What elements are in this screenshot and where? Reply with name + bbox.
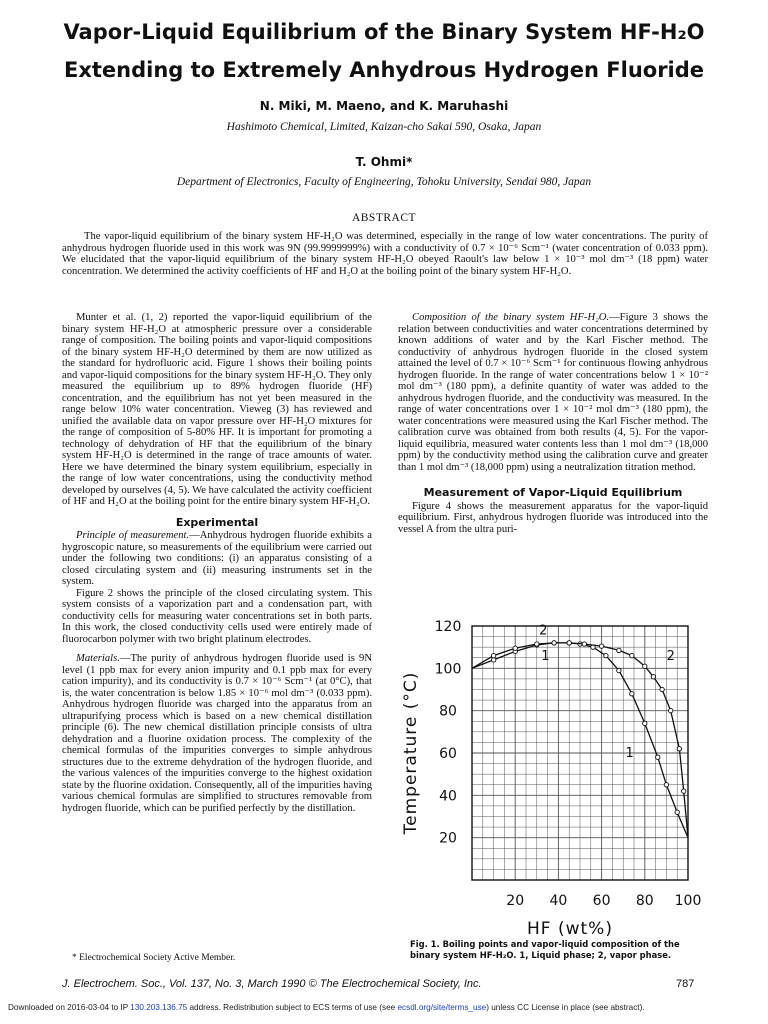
data-point-2	[643, 664, 647, 668]
abstract-heading: ABSTRACT	[351, 212, 417, 224]
download-prefix: Downloaded on 2016-03-04 to IP	[8, 1003, 131, 1012]
data-point-1	[491, 658, 495, 662]
x-tick-label: 40	[549, 893, 568, 909]
data-point-1	[630, 692, 634, 696]
y-axis-label: Temperature (°C)	[401, 671, 421, 835]
download-notice	[8, 1003, 645, 1012]
composition-label: Composition of the binary system HF-H₂O.	[412, 312, 610, 323]
composition-paragraph	[398, 312, 708, 473]
principle-text: —Anhydrous hydrogen fluoride exhibits a hygroscopic nature, so measurements of the equilibrium were carried out under the following two conditions: (i) an apparatus consisting of a closed circulating system and (ii) measuring instruments set in the system.	[62, 530, 372, 587]
download-middle: address. Redistribution subject to ECS terms of use (see	[187, 1003, 398, 1012]
authors-group2: T. Ohmi*	[355, 155, 413, 169]
data-point-2	[660, 687, 664, 691]
x-tick-label: 80	[635, 893, 654, 909]
measurement-heading: Measurement of Vapor-Liquid Equilibrium	[423, 486, 683, 499]
principle-label: Principle of measurement.	[76, 530, 190, 541]
data-point-1	[604, 653, 608, 657]
affiliation-2: Department of Electronics, Faculty of Engineering, Tohoku University, Sendai 980, Japan	[176, 176, 592, 188]
data-point-2	[630, 653, 634, 657]
data-point-2	[567, 641, 571, 645]
data-point-2	[677, 747, 681, 751]
figure1-caption: Fig. 1. Boiling points and vapor-liquid composition of the binary system HF-H₂O. 1, Liquid phase; 2, vapor phase.	[410, 939, 680, 960]
data-point-1	[656, 755, 660, 759]
data-point-2	[617, 648, 621, 652]
affiliation-1: Hashimoto Chemical, Limited, Kaizan-cho Sakai 590, Osaka, Japan	[226, 121, 542, 133]
abstract-text: The vapor-liquid equilibrium of the binary system HF-H₂O was determined, especially in the range of low water concentrations. The purity of anhydrous hydrogen fluoride used in this work was 9N (99.9999999%) with a conductivity of 0.7 × 10⁻⁶ Scm⁻¹ (water concentration of 0.033 ppm). We elucidated that the vapor-liquid equilibrium of the binary system HF-H₂O obeyed Raoult's law below 1 × 10⁻³ mol dm⁻³ (18 ppm) water concentration. We determined the activity coefficients of HF and H₂O at the boiling point of the binary system HF-H₂O.	[62, 231, 708, 277]
data-point-2	[513, 646, 517, 650]
authors-group1: N. Miki, M. Maeno, and K. Maruhashi	[259, 99, 509, 113]
ip-link[interactable]: 130.203.136.75	[130, 1003, 188, 1012]
data-point-2	[582, 642, 586, 646]
curve-label: 2	[539, 623, 548, 639]
data-point-2	[669, 708, 673, 712]
y-tick-label: 60	[439, 746, 457, 762]
figure1-chart	[396, 610, 708, 960]
data-point-2	[552, 641, 556, 645]
experimental-heading: Experimental	[175, 515, 259, 529]
y-tick-label: 20	[439, 830, 457, 847]
data-point-2	[599, 644, 603, 648]
left-column	[62, 312, 372, 814]
journal-citation	[62, 978, 482, 990]
x-tick-label: 60	[592, 893, 611, 909]
measurement-paragraph: Figure 4 shows the measurement apparatus for the vapor-liquid equilibrium. First, anhydrous hydrogen fluoride was introduced into the vessel A from the ultra puri-	[398, 500, 708, 535]
journal-name: J. Electrochem. Soc., Vol. 137, No. 3, March 1990 © The Electrochemical Society, Inc.	[62, 978, 482, 990]
y-tick-label: 100	[434, 661, 462, 678]
figure2-paragraph: Figure 2 shows the principle of the closed circulating system. This system consists of a vaporization part and a condensation part, with conductivity cells for measuring water concentrations set in both parts. In this work, the closed conductivity cells used were entirely made of fluorocarbon polymer with two bright platinum electrodes.	[62, 587, 372, 645]
y-tick-label: 80	[439, 703, 457, 720]
x-axis-label: HF (wt%)	[527, 919, 613, 939]
data-point-1	[617, 668, 621, 672]
materials-text: —The purity of anhydrous hydrogen fluoride used is 9N level (1 ppb max for every anion impurity and 0.1 ppb max for every cation impurity), and its conductivity is 0.7 × 10⁻⁶ Scm⁻¹ (at 0°C), that is, the water concentration is below 1.85 × 10⁻⁶ mol dm⁻³ (0.033 ppm). Anhydrous hydrogen fluoride was charged into the apparatus from an ultrapurifying process which is based on a new chemical distillation principle (6). The new chemical distillation principle consists of ultra dehydration and a fluorine oxidation process. The complexity of the chemical formulas of the impurities converges to simple anhydrous structures due to the extreme dehydration of the hydrogen fluoride, and the various valences of the impurities converge to the highest oxidation state by the fluorine oxidation. Consequently, all of the impurities having various chemical formulas are simplified to structures removable from hydrogen fluoride, which can be purified perfectly by the distillation.	[62, 653, 373, 814]
principle-paragraph	[62, 530, 372, 588]
footnote: * Electrochemical Society Active Member.	[72, 953, 236, 963]
materials-paragraph	[62, 653, 372, 814]
terms-link[interactable]: ecsdl.org/site/terms_use	[397, 1003, 487, 1012]
right-column	[398, 312, 708, 535]
y-tick-label: 120	[434, 619, 462, 635]
composition-text: —Figure 3 shows the relation between conductivities and water concentrations determined by known additions of water and by the Karl Fischer method. The conductivity of anhydrous hydrogen fluoride in the closed system attained the level of 0.7 × 10⁻⁶ Scm⁻¹ for continuous flowing anhydrous hydrogen fluoride. In the range of water concentrations below 1 × 10⁻² mol dm⁻³ (180 ppm), a definite quantity of water was added to the anhydrous hydrogen fluoride, and the conductivity was measured. In the range of water concentrations over 1 × 10⁻² mol dm⁻³ (180 ppm), the water concentrations were measured using the Karl Fischer method. The calibration curve was obtained from both results (4, 5). For the vapor-liquid equilibria, measured water contents less than 1 mol dm⁻³ (18,000 ppm) by the conductivity method using the calibration curve and greater than 1 mol dm⁻³ (18,000 ppm) using a neutralization titration method.	[398, 312, 708, 473]
download-suffix: ) unless CC License in place (see abstract).	[486, 1003, 645, 1012]
data-point-2	[535, 642, 539, 646]
curve-label: 1	[541, 648, 550, 664]
page-number: 787	[676, 978, 695, 990]
data-point-2	[681, 789, 685, 793]
data-point-1	[664, 783, 668, 787]
paper-title-line1: Vapor-Liquid Equilibrium of the Binary System HF-H₂O	[63, 20, 705, 44]
curve-label: 2	[666, 648, 675, 664]
materials-label: Materials.	[76, 653, 120, 664]
x-tick-label: 20	[506, 893, 525, 909]
y-tick-label: 40	[439, 788, 457, 805]
paper-title-line2: Extending to Extremely Anhydrous Hydrogen Fluoride	[63, 58, 705, 82]
data-point-2	[491, 653, 495, 657]
intro-paragraph: Munter et al. (1, 2) reported the vapor-liquid equilibrium of the binary system HF-H₂O at atmospheric pressure over a considerable range of composition. The boiling points and vapor-liquid compositions of the binary system HF-H₂O determined by them are now utilized as the standard for hydrofluoric acid. Figure 1 shows their boiling points and vapor-liquid compositions for the binary system HF-H₂O. They only measured the equilibrium up to 89% hydrogen fluoride (HF) concentration, and the equilibrium has not yet been measured in the range below 10% water concentration. Vieweg (3) has reviewed and unified the available data on vapor pressure over HF-H₂O mixtures for the range of composition of 5-80% HF. It is important for promoting a technology of dehydration of HF that the equilibrium of the binary system HF-H₂O is determined in the range of trace amounts of water. Here we have determined the binary system equilibrium, especially in the range of low water concentrations, using the conductivity method developed by ourselves (4, 5). We have calculated the activity coefficient of HF and H₂O at the boiling point for the entire binary system HF-H₂O.	[62, 312, 372, 507]
data-point-1	[643, 721, 647, 725]
data-point-1	[675, 810, 679, 814]
curve-label: 1	[625, 746, 634, 762]
x-tick-label: 100	[674, 893, 702, 909]
data-point-2	[651, 675, 655, 679]
